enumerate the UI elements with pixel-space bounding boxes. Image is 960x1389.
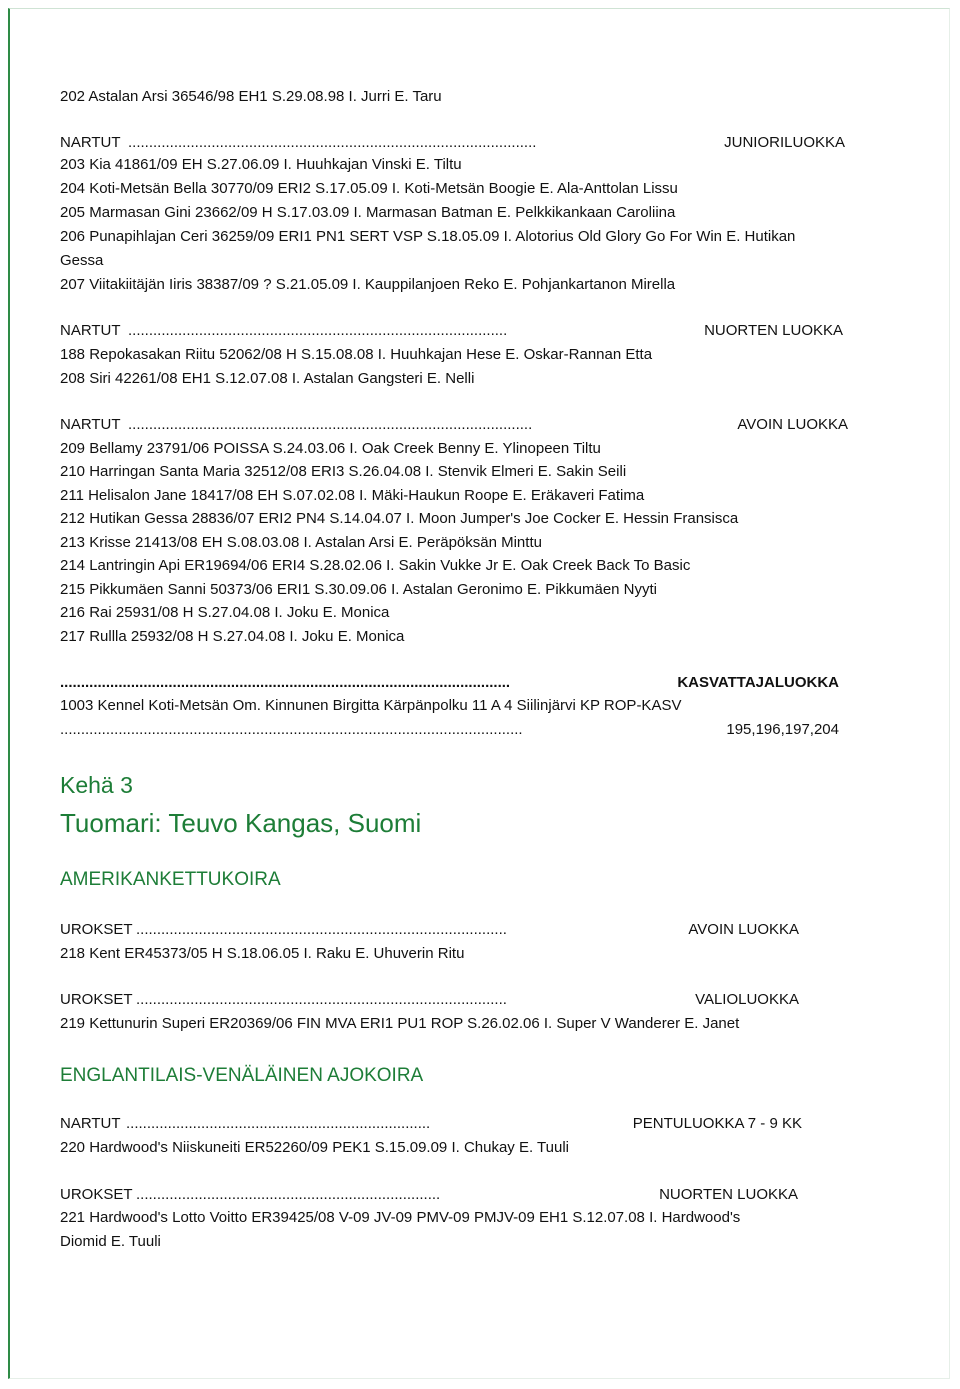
leader-dots: .........................................................................................	[136, 991, 507, 1008]
leader-dots: ...............................................................................................................	[60, 721, 523, 738]
gender-label: NARTUT	[60, 416, 121, 433]
breed-title-englantilais-venalainen-ajokoira: ENGLANTILAIS-VENÄLÄINEN AJOKOIRA	[60, 1065, 424, 1086]
entry-206: 206 Punapihlajan Ceri 36259/09 ERI1 PN1 SERT VSP S.18.05.09 I. Alotorius Old Glory Go For Win E. Hutikan	[60, 228, 796, 245]
class-name: VALIOLUOKKA	[695, 991, 799, 1008]
entry-218: 218 Kent ER45373/05 H S.18.06.05 I. Raku E. Uhuverin Ritu	[60, 945, 465, 962]
dog-numbers: 195,196,197,204	[726, 721, 839, 738]
leader-dots: ..................................................................................................	[128, 134, 537, 151]
entry-209: 209 Bellamy 23791/06 POISSA S.24.03.06 I. Oak Creek Benny E. Ylinopeen Tiltu	[60, 440, 601, 457]
class-name: JUNIORILUOKKA	[724, 134, 845, 151]
leader-dots: .................................................................................................	[128, 416, 533, 433]
gender-label: UROKSET	[60, 991, 133, 1008]
entry-206-cont: Gessa	[60, 252, 104, 269]
leader-dots: ............................................................................................................	[60, 674, 511, 691]
gender-label: UROKSET	[60, 921, 133, 938]
class-name: PENTULUOKKA 7 - 9 KK	[632, 1115, 802, 1132]
entry-213: 213 Krisse 21413/08 EH S.08.03.08 I. Astalan Arsi E. Peräpöksän Minttu	[60, 534, 542, 551]
leader-dots: .........................................................................	[126, 1115, 431, 1132]
class-name: AVOIN LUOKKA	[737, 416, 848, 433]
entry-220: 220 Hardwood's Niiskuneiti ER52260/09 PEK1 S.15.09.09 I. Chukay E. Tuuli	[60, 1139, 569, 1156]
gender-label: NARTUT	[60, 134, 121, 151]
ring-title: Kehä 3	[60, 772, 133, 798]
gender-label: UROKSET	[60, 1186, 133, 1203]
entry-221: 221 Hardwood's Lotto Voitto ER39425/08 V-09 JV-09 PMV-09 PMJV-09 EH1 S.12.07.08 I. Hardwood's	[60, 1209, 741, 1226]
entry-219: 219 Kettunurin Superi ER20369/06 FIN MVA ERI1 PU1 ROP S.26.02.06 I. Super V Wanderer E. Janet	[60, 1015, 740, 1032]
leader-dots: .........................................................................................	[136, 921, 507, 938]
entry-203: 203 Kia 41861/09 EH S.27.06.09 I. Huuhkajan Vinski E. Tiltu	[60, 156, 462, 173]
leader-dots: .........................................................................	[136, 1186, 441, 1203]
leader-dots: ...........................................................................................	[128, 322, 508, 339]
entry-208: 208 Siri 42261/08 EH1 S.12.07.08 I. Astalan Gangsteri E. Nelli	[60, 370, 475, 387]
class-name: NUORTEN LUOKKA	[659, 1186, 798, 1203]
entry-221-cont: Diomid E. Tuuli	[60, 1233, 161, 1250]
entry-1003: 1003 Kennel Koti-Metsän Om. Kinnunen Birgitta Kärpänpolku 11 A 4 Siilinjärvi KP ROP-KASV	[60, 697, 682, 714]
entry-212: 212 Hutikan Gessa 28836/07 ERI2 PN4 S.14.04.07 I. Moon Jumper's Joe Cocker E. Hessin Fransisca	[60, 510, 739, 527]
entry-215: 215 Pikkumäen Sanni 50373/06 ERI1 S.30.09.06 I. Astalan Geronimo E. Pikkumäen Nyyti	[60, 581, 658, 598]
entry-205: 205 Marmasan Gini 23662/09 H S.17.03.09 I. Marmasan Batman E. Pelkkikankaan Caroliina	[60, 204, 676, 221]
entry-216: 216 Rai 25931/08 H S.27.04.08 I. Joku E. Monica	[60, 604, 390, 621]
entry-204: 204 Koti-Metsän Bella 30770/09 ERI2 S.17.05.09 I. Koti-Metsän Boogie E. Ala-Anttolan Lissu	[60, 180, 678, 197]
entry-188: 188 Repokasakan Riitu 52062/08 H S.15.08.08 I. Huuhkajan Hese E. Oskar-Rannan Etta	[60, 346, 653, 363]
class-name: AVOIN LUOKKA	[688, 921, 799, 938]
breed-title-amerikankettukoira: AMERIKANKETTUKOIRA	[60, 869, 281, 890]
entry-217: 217 Rullla 25932/08 H S.27.04.08 I. Joku E. Monica	[60, 628, 405, 645]
judge-title: Tuomari: Teuvo Kangas, Suomi	[60, 808, 422, 838]
class-name: KASVATTAJALUOKKA	[677, 674, 839, 691]
entry-210: 210 Harringan Santa Maria 32512/08 ERI3 S.26.04.08 I. Stenvik Elmeri E. Sakin Seili	[60, 463, 627, 480]
class-name: NUORTEN LUOKKA	[704, 322, 843, 339]
gender-label: NARTUT	[60, 322, 121, 339]
entry-214: 214 Lantringin Api ER19694/06 ERI4 S.28.02.06 I. Sakin Vukke Jr E. Oak Creek Back To Basic	[60, 557, 691, 574]
gender-label: NARTUT	[60, 1115, 121, 1132]
entry-202: 202 Astalan Arsi 36546/98 EH1 S.29.08.98 I. Jurri E. Taru	[60, 88, 442, 105]
entry-207: 207 Viitakiitäjän Iiris 38387/09 ? S.21.05.09 I. Kauppilanjoen Reko E. Pohjankartanon Mirella	[60, 276, 676, 293]
entry-211: 211 Helisalon Jane 18417/08 EH S.07.02.08 I. Mäki-Haukun Roope E. Eräkaveri Fatima	[60, 487, 645, 504]
